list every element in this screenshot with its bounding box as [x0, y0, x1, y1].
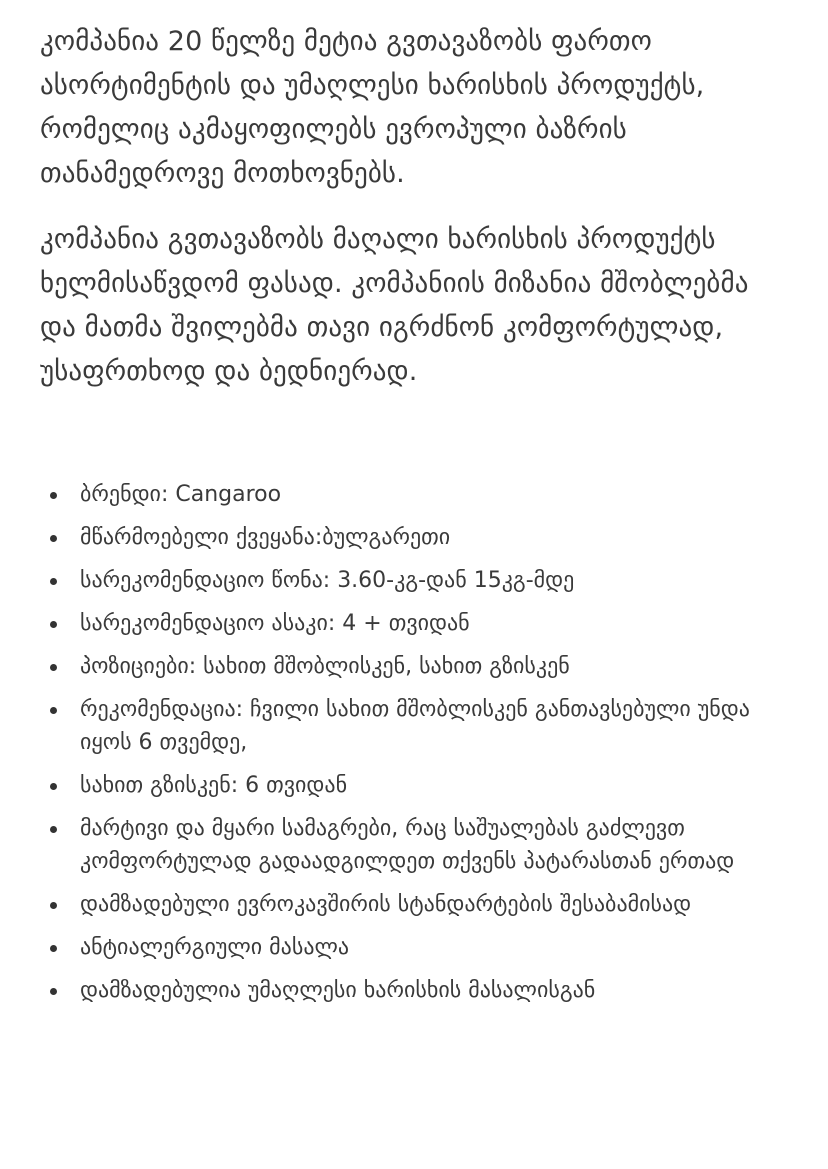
spec-age	[50, 607, 788, 640]
bullet-icon	[50, 578, 57, 585]
spec-material	[50, 974, 788, 1007]
spec-text: რეკომენდაცია: ჩვილი სახით მშობლისკენ განთავსებული უნდა იყოს 6 თვემდე,	[80, 697, 750, 755]
spec-text: მწარმოებელი ქვეყანა:ბულგარეთი	[80, 525, 451, 550]
spec-forward-facing	[50, 769, 788, 802]
spec-text: ბრენდი: Cangaroo	[80, 482, 282, 507]
specs-list	[40, 478, 788, 1007]
spec-straps	[50, 812, 788, 878]
spec-weight	[50, 564, 788, 597]
bullet-icon	[50, 664, 57, 671]
bullet-icon	[50, 826, 57, 833]
bullet-icon	[50, 707, 57, 714]
spec-eu-standard	[50, 888, 788, 921]
intro-paragraph-1: კომპანია 20 წელზე მეტია გვთავაზობს ფართო ასორტიმენტის და უმაღლესი ხარისხის პროდუქტს, რომელიც აკმაყოფილებს ევროპული ბაზრის თანამედროვე მოთხოვნებს.	[40, 26, 705, 189]
spec-brand	[50, 478, 788, 511]
spec-text: დამზადებულია უმაღლესი ხარისხის მასალისგან	[80, 978, 596, 1003]
spec-recommendation	[50, 693, 788, 759]
bullet-icon	[50, 902, 57, 909]
intro-paragraph-2: კომპანია გვთავაზობს მაღალი ხარისხის პროდუქტს ხელმისაწვდომ ფასად. კომპანიის მიზანია მშობლებმა და მათმა შვილებმა თავი იგრძნონ კომფორტულად, უსაფრთხოდ და ბედნიერად.	[40, 224, 749, 387]
spec-text: სახით გზისკენ: 6 თვიდან	[80, 773, 348, 798]
bullet-icon	[50, 988, 57, 995]
bullet-icon	[50, 783, 57, 790]
bullet-icon	[50, 535, 57, 542]
bullet-icon	[50, 492, 57, 499]
spec-text: მარტივი და მყარი სამაგრები, რაც საშუალებას გაძლევთ კომფორტულად გადაადგილდეთ თქვენს პატარასთან ერთად	[80, 816, 735, 874]
spec-text: ანტიალერგიული მასალა	[80, 935, 350, 960]
spec-antiallergic	[50, 931, 788, 964]
bullet-icon	[50, 945, 57, 952]
spec-text: სარეკომენდაციო ასაკი: 4 + თვიდან	[80, 611, 470, 636]
bullet-icon	[50, 621, 57, 628]
spec-text: დამზადებული ევროკავშირის სტანდარტების შესაბამისად	[80, 892, 692, 917]
spec-country	[50, 521, 788, 554]
spec-text: სარეკომენდაციო წონა: 3.60-კგ-დან 15კგ-მდე	[80, 568, 575, 593]
spec-positions	[50, 650, 788, 683]
spec-text: პოზიციები: სახით მშობლისკენ, სახით გზისკენ	[80, 654, 570, 679]
